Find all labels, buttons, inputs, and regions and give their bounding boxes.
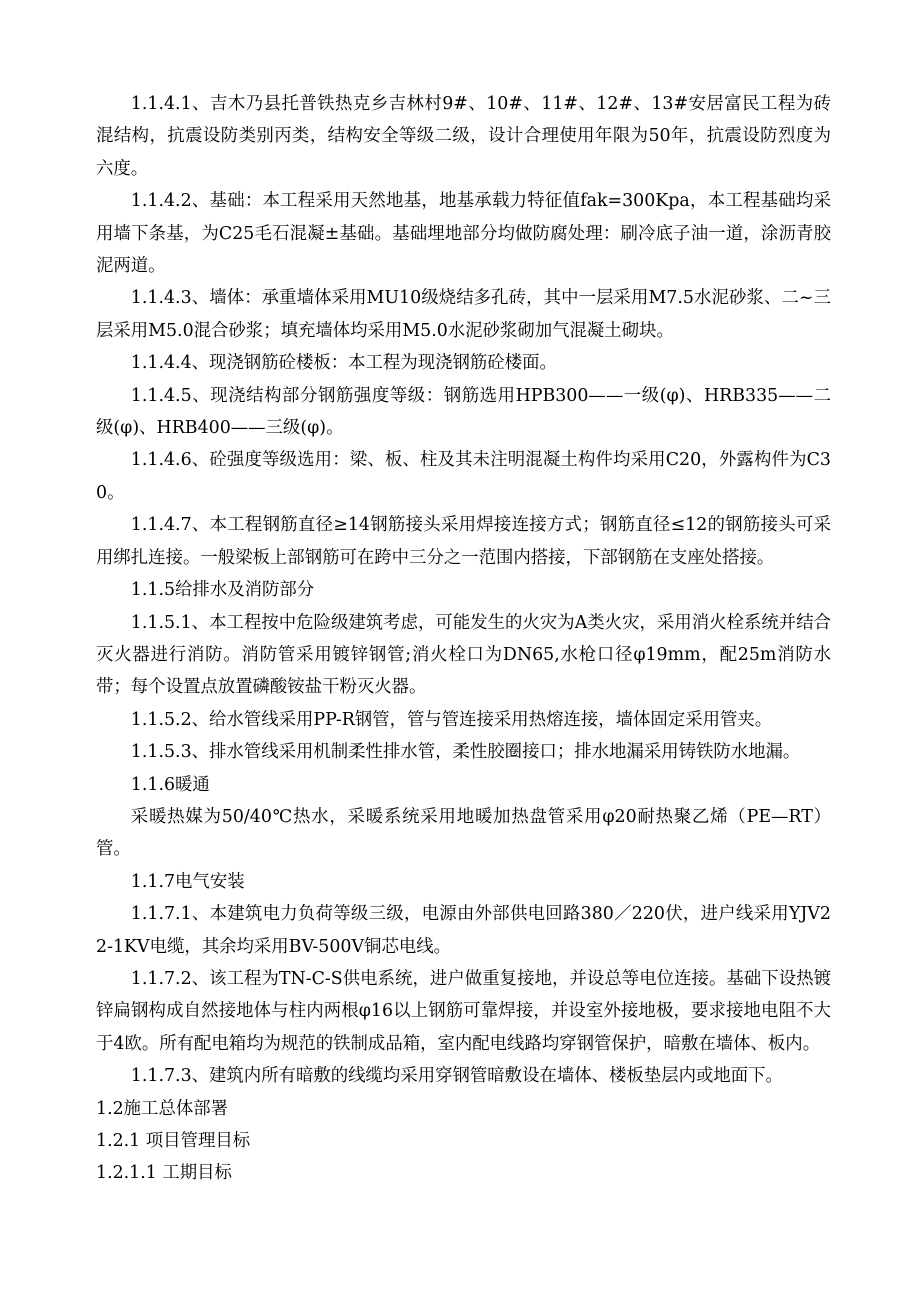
section-heading-1-1-7: 1.1.7电气安装: [130, 871, 245, 892]
paragraph-heating: 采暖热媒为50/40℃热水，采暖系统采用地暖加热盘管采用φ20耐热聚乙烯（PE—RT）管。: [96, 806, 831, 860]
paragraph-1-1-7-3: 1.1.7.3、建筑内所有暗敷的线缆均采用穿钢管暗敷设在墙体、楼板垫层内或地面下。: [130, 1066, 783, 1087]
section-heading-1-1-6: 1.1.6暖通: [130, 774, 210, 795]
paragraph-1-1-4-7: 1.1.4.7、本工程钢筋直径≥14钢筋接头采用焊接连接方式；钢筋直径≤12的钢筋接头可采用绑扎连接。一般梁板上部钢筋可在跨中三分之一范围内搭接，下部钢筋在支座处搭接。: [96, 515, 831, 568]
paragraph-1-1-7-1: 1.1.7.1、本建筑电力负荷等级三级，电源由外部供电回路380／220伏，进户线采用YJV22-1KV电缆，其余均采用BV-500V铜芯电线。: [96, 904, 831, 957]
paragraph-1-1-4-1: 1.1.4.1、吉木乃县托普铁热克乡吉林村9#、10#、11#、12#、13#安居富民工程为砖混结构，抗震设防类别丙类，结构安全等级二级，设计合理使用年限为50年，抗震设防烈度为六度。: [96, 94, 831, 179]
section-heading-1-2: 1.2施工总体部署: [96, 1098, 229, 1119]
section-heading-1-2-1: 1.2.1 项目管理目标: [96, 1131, 251, 1151]
paragraph-1-1-4-5: 1.1.4.5、现浇结构部分钢筋强度等级：钢筋选用HPB300——一级(φ)、HRB335——二级(φ)、HRB400——三级(φ)。: [96, 385, 831, 439]
paragraph-1-1-4-3: 1.1.4.3、墙体：承重墙体采用MU10级烧结多孔砖，其中一层采用M7.5水泥砂浆、二~三层采用M5.0混合砂浆；填充墙体均采用M5.0水泥砂浆砌加气混凝土砌块。: [96, 288, 831, 341]
section-heading-1-2-1-1: 1.2.1.1 工期目标: [96, 1163, 232, 1184]
paragraph-1-1-7-2: 1.1.7.2、该工程为TN-C-S供电系统，进户做重复接地，并设总等电位连接。基础下设热镀锌扁钢构成自然接地体与柱内两根φ16以上钢筋可靠焊接，并设室外接地极，要求接地电阻不大于4欧。所有配电箱均为规范的铁制成品箱，室内配电线路均穿钢管保护，暗敷在墙体、板内。: [96, 968, 831, 1054]
paragraph-1-1-4-4: 1.1.4.4、现浇钢筋砼楼板：本工程为现浇钢筋砼楼面。: [130, 353, 557, 374]
paragraph-1-1-5-2: 1.1.5.2、给水管线采用PP-R钢管，管与管连接采用热熔连接，墙体固定采用管夹。: [130, 709, 773, 730]
paragraph-1-1-4-2: 1.1.4.2、基础：本工程采用天然地基，地基承载力特征值fak=300Kpa，本工程基础均采用墙下条基，为C25毛石混凝±基础。基础埋地部分均做防腐处理：刷冷底子油一道，涂沥青胶泥两道。: [96, 191, 831, 277]
paragraph-1-1-5-1: 1.1.5.1、本工程按中危险级建筑考虑，可能发生的火灾为A类火灾，采用消火栓系统并结合灭火器进行消防。消防管采用镀锌钢管;消火栓口为DN65,水枪口径φ19mm，配25m消防水带；每个设置点放置磷酸铵盐干粉灭火器。: [96, 612, 831, 698]
paragraph-1-1-4-6: 1.1.4.6、砼强度等级选用：梁、板、柱及其未注明混凝土构件均采用C20，外露构件为C30。: [96, 450, 831, 503]
document-body: [96, 88, 831, 1190]
section-heading-1-1-5: 1.1.5给排水及消防部分: [130, 580, 315, 601]
paragraph-1-1-5-3: 1.1.5.3、排水管线采用机制柔性排水管，柔性胶圈接口；排水地漏采用铸铁防水地漏。: [130, 742, 801, 763]
